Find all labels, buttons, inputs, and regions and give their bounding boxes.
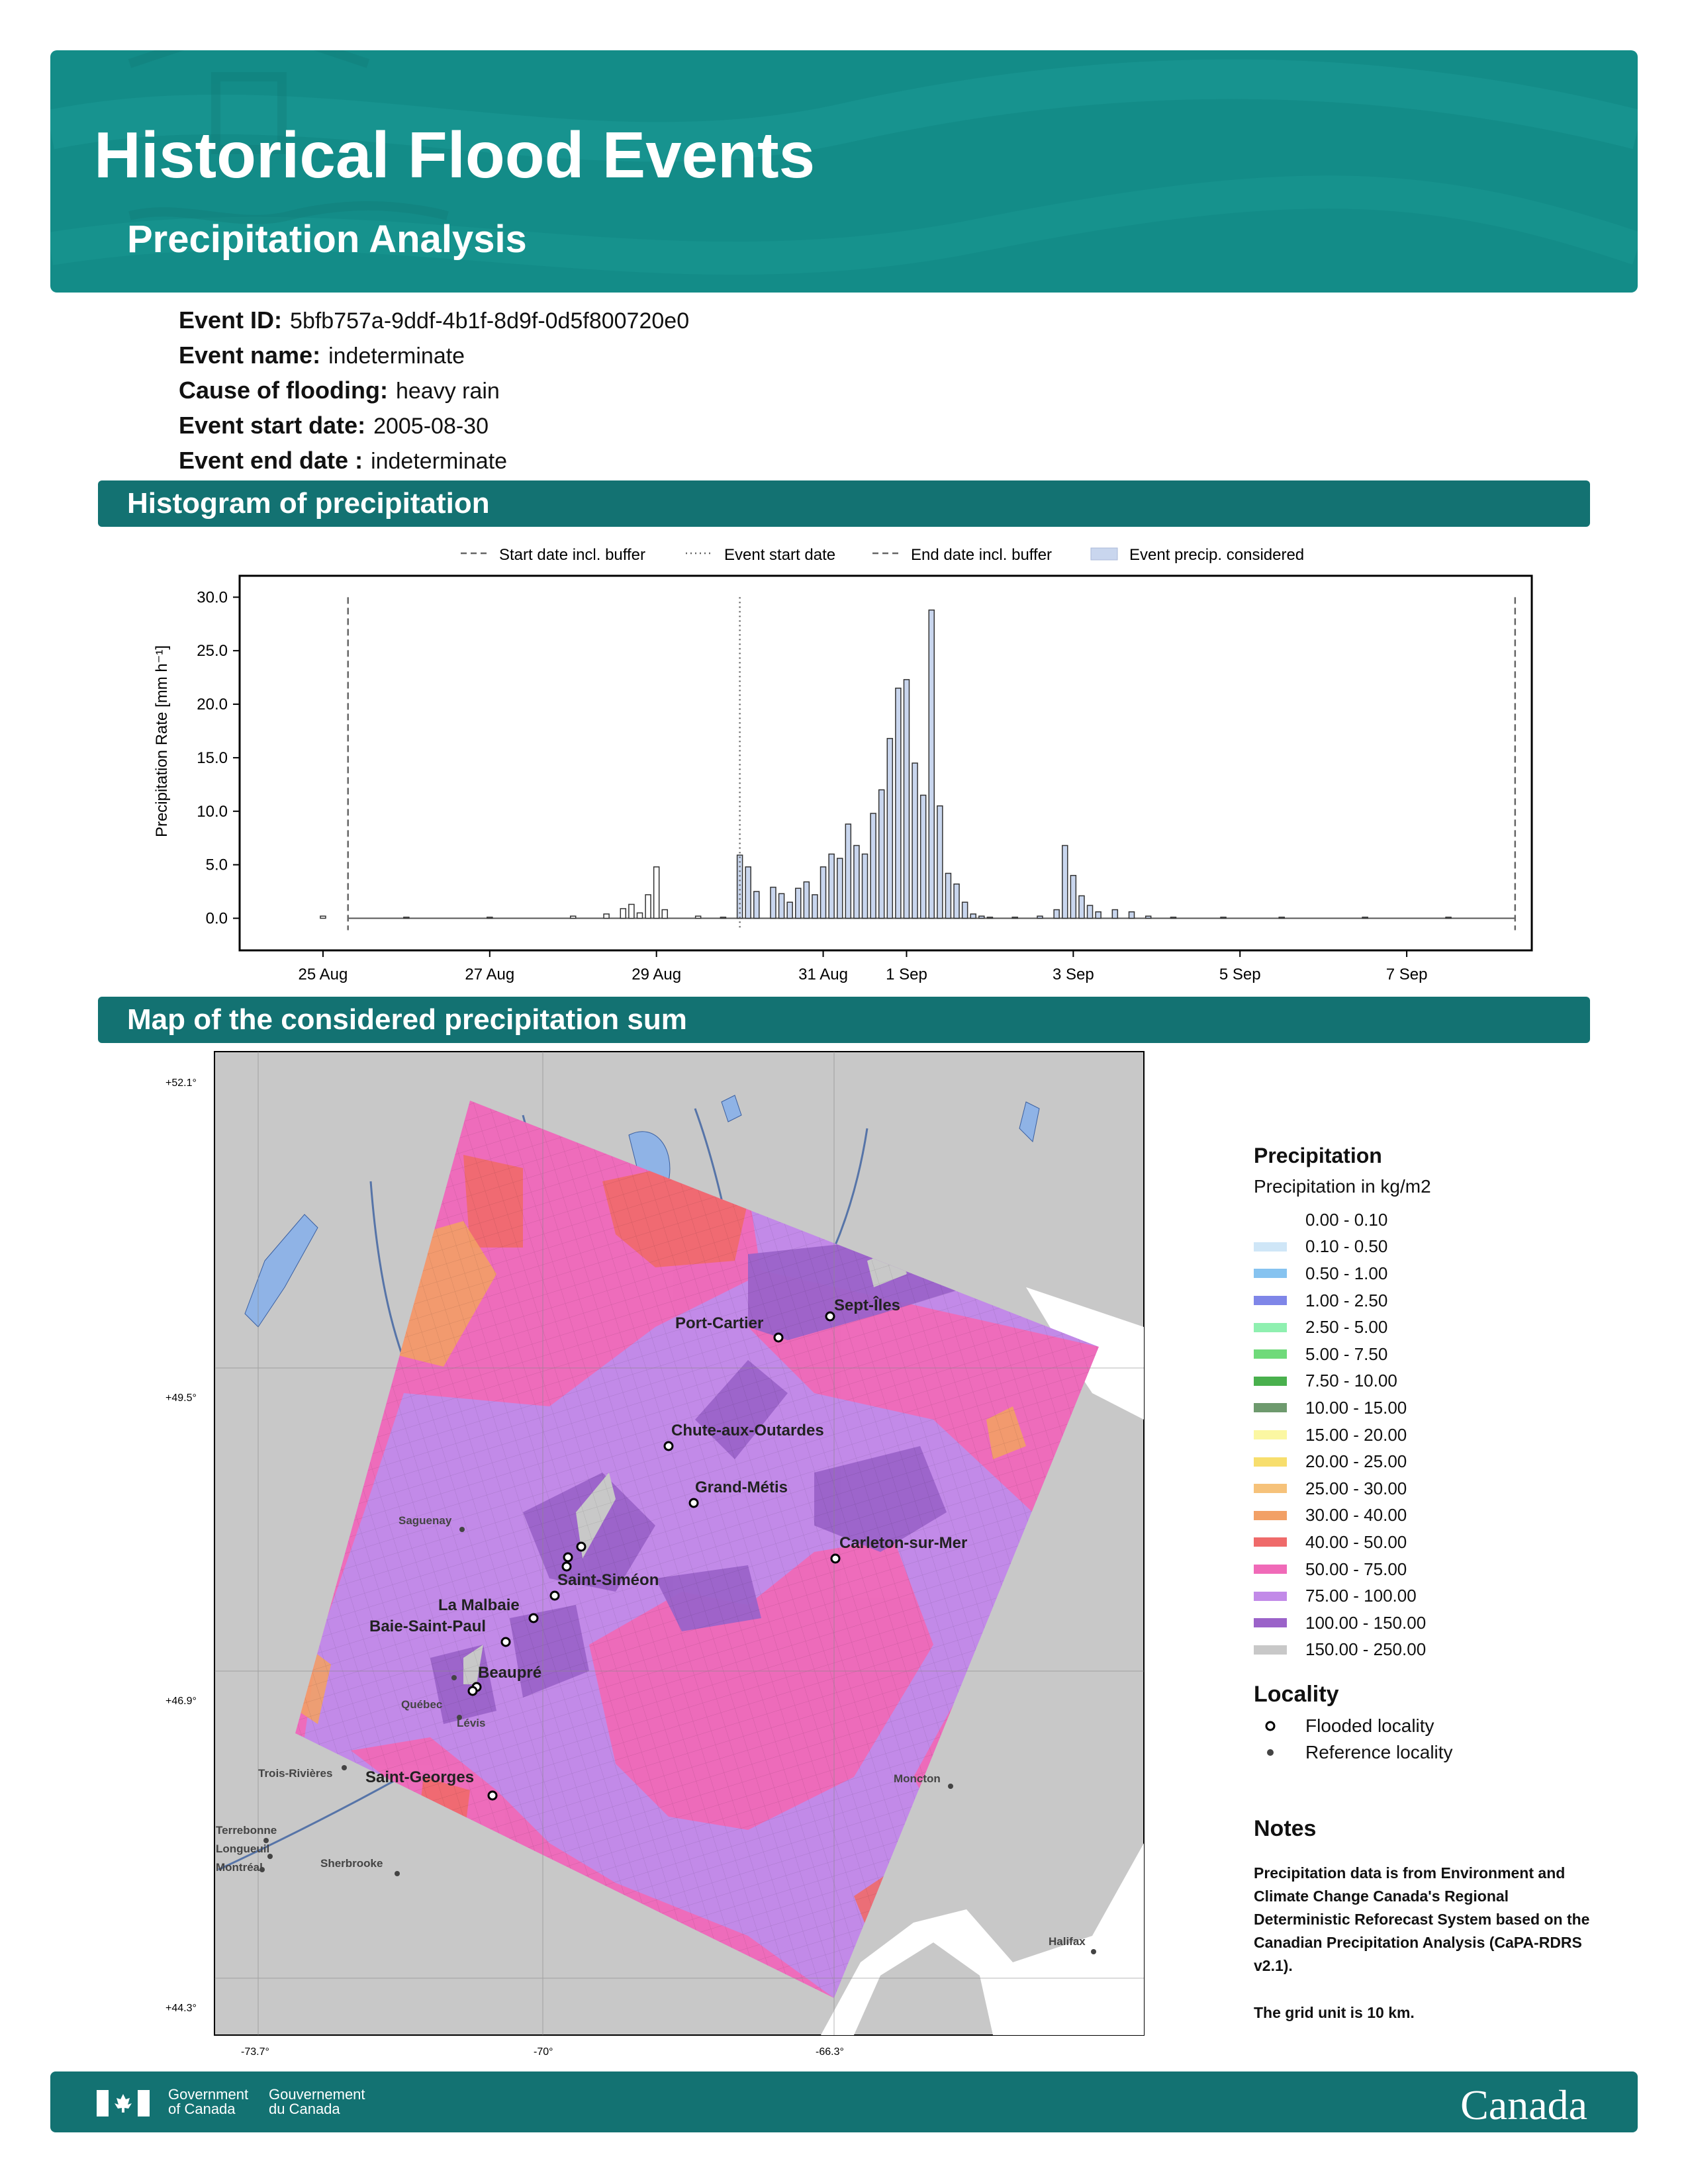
legend-color-swatch (1254, 1484, 1287, 1493)
flooded-locality-marker (502, 1638, 510, 1646)
legend-items (1254, 1206, 1624, 1663)
locality-label: Port-Cartier (675, 1314, 764, 1332)
legend-color-swatch (1254, 1537, 1287, 1547)
event-metadata (179, 303, 689, 478)
legend-item (1254, 1287, 1624, 1314)
histogram-bar (620, 909, 626, 919)
flooded-locality-marker (690, 1499, 698, 1507)
legend-item (1254, 1368, 1624, 1395)
histogram-bar (696, 916, 701, 918)
histogram-bar (887, 739, 892, 919)
notes-title: Notes (1254, 1816, 1317, 1841)
legend-reference-label: Reference locality (1305, 1742, 1453, 1763)
page-subtitle: Precipitation Analysis (127, 218, 527, 261)
legend-item (1254, 1610, 1624, 1637)
flooded-locality-marker (489, 1792, 496, 1799)
gov-en-line: of Canada (168, 2101, 236, 2117)
histogram-bar (571, 916, 576, 918)
legend-end-buffer-label: End date incl. buffer (911, 546, 1053, 564)
histogram-bar (787, 902, 792, 918)
legend-color-swatch (1254, 1430, 1287, 1439)
legend-event-precip-swatch (1091, 548, 1117, 560)
histogram-bar (987, 917, 992, 919)
histogram-bar (654, 867, 659, 919)
y-tick-label: 0.0 (205, 909, 228, 928)
histogram-bar (771, 887, 776, 919)
notes (1254, 1816, 1598, 2048)
legend-color-swatch (1254, 1296, 1287, 1305)
gov-fr-line: du Canada (269, 2101, 340, 2117)
histogram-bar (829, 854, 834, 918)
histogram-bar (896, 688, 901, 919)
legend-item (1254, 1314, 1624, 1341)
histogram-bar (804, 882, 809, 919)
legend-item (1254, 1556, 1624, 1583)
legend-color-swatch (1254, 1457, 1287, 1467)
histogram-bar (821, 867, 826, 919)
lat-label: +46.9° (165, 1696, 197, 1707)
y-tick-label: 15.0 (197, 749, 228, 767)
legend-color-swatch (1254, 1645, 1287, 1655)
histogram-bar (1446, 917, 1451, 919)
locality-label: Trois-Rivières (258, 1767, 333, 1780)
event-start-row (179, 408, 689, 443)
x-tick-label: 5 Sep (1219, 966, 1261, 983)
legend-flooded-item (1254, 1713, 1624, 1739)
section-map-heading: Map of the considered precipitation sum (98, 997, 1590, 1043)
legend-item-label: 0.00 - 0.10 (1305, 1209, 1388, 1230)
histogram-bar (912, 763, 917, 918)
page-title: Historical Flood Events (94, 118, 816, 191)
legend-item-label: 50.00 - 75.00 (1305, 1559, 1407, 1579)
event-start-label: Event start date: (179, 412, 366, 439)
precipitation-histogram (132, 543, 1556, 993)
reference-locality-marker (451, 1675, 457, 1680)
histogram-bar (1062, 846, 1068, 919)
locality-label: Sept-Îles (834, 1297, 901, 1314)
legend-color-swatch (1254, 1215, 1287, 1224)
x-tick-label: 27 Aug (465, 966, 515, 983)
histogram-bar (1362, 917, 1368, 919)
y-tick-label: 20.0 (197, 696, 228, 714)
legend-title: Precipitation (1254, 1144, 1382, 1167)
legend-item-label: 10.00 - 15.00 (1305, 1397, 1407, 1418)
locality-label: La Malbaie (438, 1596, 520, 1614)
x-tick-label: 29 Aug (632, 966, 682, 983)
y-tick-label: 30.0 (197, 588, 228, 607)
histogram-bar (1012, 917, 1017, 919)
plot-frame (240, 576, 1532, 950)
legend-item-label: 100.00 - 150.00 (1305, 1612, 1427, 1633)
legend-item-label: 40.00 - 50.00 (1305, 1531, 1407, 1552)
flooded-locality-marker (665, 1442, 673, 1450)
legend-item-label: 150.00 - 250.00 (1305, 1639, 1427, 1660)
histogram-bar (779, 893, 784, 918)
legend-item (1254, 1475, 1624, 1502)
locality-label: Lévis (457, 1717, 486, 1729)
histogram-bar (863, 854, 868, 918)
histogram-bar (629, 904, 634, 918)
y-axis-label: Precipitation Rate [mm h⁻¹] (153, 645, 171, 838)
locality-label: Longueuil (216, 1843, 270, 1855)
legend-item (1254, 1582, 1624, 1610)
flooded-locality-marker (826, 1312, 834, 1320)
y-tick-label: 5.0 (205, 856, 228, 874)
x-tick-label: 25 Aug (298, 966, 348, 983)
legend-item-label: 75.00 - 100.00 (1305, 1586, 1417, 1606)
gov-fr (269, 2087, 365, 2116)
legend-event-precip-label: Event precip. considered (1129, 546, 1305, 564)
histogram-bar (1070, 876, 1076, 919)
legend-item-label: 25.00 - 30.00 (1305, 1478, 1407, 1498)
histogram-bar (837, 858, 843, 919)
legend-item (1254, 1502, 1624, 1529)
event-cause-label: Cause of flooding: (179, 377, 388, 404)
histogram-bar (1129, 912, 1135, 919)
histogram-bar (1054, 910, 1059, 919)
reference-locality-marker (395, 1871, 400, 1876)
legend-item (1254, 1394, 1624, 1422)
histogram-bar (979, 916, 984, 918)
legend-event-start-label: Event start date (724, 546, 836, 564)
legend-item-label: 7.50 - 10.00 (1305, 1371, 1397, 1391)
event-start-value: 2005-08-30 (373, 414, 489, 439)
legend-color-swatch (1254, 1323, 1287, 1332)
legend-item-label: 15.00 - 20.00 (1305, 1424, 1407, 1445)
footer (50, 2071, 1638, 2132)
section-histogram-heading: Histogram of precipitation (98, 480, 1590, 527)
legend-start-buffer-label: Start date incl. buffer (499, 546, 646, 564)
histogram-bar (487, 917, 492, 919)
reference-locality-marker (459, 1527, 465, 1532)
flooded-locality-marker (774, 1334, 782, 1342)
locality-label: Halifax (1049, 1935, 1086, 1948)
flooded-locality-marker (564, 1553, 572, 1561)
histogram-bar (812, 895, 818, 919)
histogram-bar (879, 790, 884, 918)
legend-color-swatch (1254, 1511, 1287, 1520)
legend-item-label: 0.10 - 0.50 (1305, 1236, 1388, 1257)
legend-color-swatch (1254, 1349, 1287, 1359)
event-name-label: Event name: (179, 341, 321, 369)
locality-label: Beaupré (478, 1664, 542, 1682)
x-tick-label: 31 Aug (798, 966, 848, 983)
lat-label: +49.5° (165, 1392, 197, 1404)
gov-fr-line: Gouvernement (269, 2086, 365, 2103)
histogram-bar (637, 913, 642, 918)
histogram-bar (662, 910, 667, 919)
histogram-bar (970, 914, 976, 918)
locality-label: Sherbrooke (320, 1857, 383, 1870)
x-tick-label: 1 Sep (886, 966, 927, 983)
legend-subtitle: Precipitation in kg/m2 (1254, 1176, 1431, 1197)
histogram-bar (904, 680, 909, 919)
locality-label: Grand-Métis (695, 1479, 788, 1496)
event-end-label: Event end date : (179, 447, 363, 474)
canada-flag-icon (97, 2090, 150, 2116)
legend-item (1254, 1422, 1624, 1449)
legend-item-label: 30.00 - 40.00 (1305, 1505, 1407, 1525)
legend-color-swatch (1254, 1403, 1287, 1412)
histogram-bar (870, 813, 876, 918)
locality-label: Saint-Siméon (557, 1571, 659, 1589)
event-id-value: 5bfb757a-9ddf-4b1f-8d9f-0d5f800720e0 (290, 308, 690, 334)
locality-label: Chute-aux-Outardes (671, 1422, 824, 1439)
flooded-locality-marker (563, 1563, 571, 1570)
legend-item-label: 20.00 - 25.00 (1305, 1451, 1407, 1472)
legend-color-swatch (1254, 1242, 1287, 1251)
histogram-bar (929, 610, 934, 919)
flooded-locality-icon (1264, 1719, 1277, 1733)
event-cause-row (179, 373, 689, 408)
legend-item (1254, 1637, 1624, 1664)
header-banner (50, 50, 1638, 293)
histogram-bar (854, 846, 859, 919)
locality-label: Québec (401, 1698, 443, 1711)
event-name-row (179, 338, 689, 373)
lon-label: -73.7° (241, 2046, 269, 2058)
event-end-value: indeterminate (371, 449, 508, 474)
legend-item (1254, 1206, 1624, 1234)
histogram-bar (1112, 910, 1117, 919)
y-axis (197, 588, 240, 927)
legend-item (1254, 1448, 1624, 1475)
legend-item-label: 2.50 - 5.00 (1305, 1317, 1388, 1338)
legend-color-swatch (1254, 1592, 1287, 1601)
histogram-bar (1146, 916, 1151, 918)
histogram-bar (962, 902, 968, 918)
event-end-row (179, 443, 689, 478)
legend-color-swatch (1254, 1269, 1287, 1278)
histogram-bar (754, 891, 759, 918)
locality-label: Carleton-sur-Mer (839, 1534, 968, 1552)
locality-label: Saint-Georges (365, 1768, 475, 1786)
reference-locality-marker (342, 1765, 347, 1770)
histogram-bar (1096, 912, 1101, 919)
locality-label: Montréal (216, 1861, 263, 1874)
canada-wordmark: Canada (1460, 2081, 1587, 2128)
locality-label: Saguenay (399, 1514, 452, 1527)
event-cause-value: heavy rain (395, 379, 500, 404)
legend-flooded-label: Flooded locality (1305, 1715, 1434, 1737)
legend-item (1254, 1260, 1624, 1287)
histogram-bar (937, 806, 943, 919)
legend-item (1254, 1529, 1624, 1556)
histogram-bar (1221, 917, 1226, 919)
flooded-locality-marker (577, 1543, 585, 1551)
map-legend (1254, 1144, 1624, 1766)
lon-label: -70° (534, 2046, 553, 2058)
gov-en-line: Government (168, 2086, 249, 2103)
histogram-bar (404, 917, 409, 919)
histogram-bar (604, 914, 609, 918)
precipitation-map (152, 1049, 1172, 2068)
lat-label: +52.1° (165, 1077, 197, 1089)
legend-color-swatch (1254, 1377, 1287, 1386)
notes-text: Precipitation data is from Environment and Climate Change Canada's Regional Deterministic Reforecast System based on the Canadian Precipitation Analysis (CaPA-RDRS v2.1). (1254, 1864, 1590, 1974)
flooded-locality-marker (530, 1614, 538, 1622)
event-id-row (179, 303, 689, 338)
notes-text: The grid unit is 10 km. (1254, 2004, 1415, 2021)
flooded-locality-marker (551, 1592, 559, 1600)
histogram-bar (921, 796, 926, 919)
legend-item-label: 0.50 - 1.00 (1305, 1263, 1388, 1283)
histogram-bar (1079, 896, 1084, 919)
histogram-bar (1279, 917, 1284, 919)
histogram-bar (1088, 905, 1093, 918)
gov-en (168, 2087, 248, 2116)
locality-label: Moncton (894, 1772, 941, 1785)
histogram-bar (320, 916, 326, 918)
legend-item-label: 1.00 - 2.50 (1305, 1290, 1388, 1310)
histogram-bar (1170, 917, 1176, 919)
lon-label: -66.3° (816, 2046, 844, 2058)
histogram-bar (720, 917, 726, 919)
locality-label: Terrebonne (216, 1824, 277, 1837)
legend-reference-item (1254, 1739, 1624, 1766)
event-name-value: indeterminate (328, 343, 465, 369)
flooded-locality-marker (831, 1555, 839, 1563)
legend-item (1254, 1341, 1624, 1368)
histogram-bar (945, 874, 951, 919)
y-tick-label: 25.0 (197, 642, 228, 660)
flooded-locality-marker (469, 1687, 477, 1695)
histogram-bar (796, 888, 801, 918)
locality-label: Baie-Saint-Paul (369, 1617, 487, 1635)
reference-locality-marker (1091, 1949, 1096, 1954)
histogram-bar (954, 884, 959, 919)
reference-locality-marker (948, 1784, 953, 1789)
legend-color-swatch (1254, 1565, 1287, 1574)
chart-legend (461, 546, 1304, 564)
legend-item (1254, 1234, 1624, 1261)
histogram-bar (645, 895, 651, 919)
x-axis (299, 950, 1428, 983)
lat-label: +44.3° (165, 2003, 197, 2014)
histogram-bar (1037, 916, 1043, 918)
x-tick-label: 7 Sep (1385, 966, 1428, 983)
y-tick-label: 10.0 (197, 802, 228, 821)
legend-color-swatch (1254, 1618, 1287, 1627)
event-id-label: Event ID: (179, 306, 283, 334)
locality-legend-title: Locality (1254, 1682, 1339, 1707)
x-tick-label: 3 Sep (1052, 966, 1094, 983)
reference-locality-icon (1264, 1746, 1277, 1759)
legend-item-label: 5.00 - 7.50 (1305, 1343, 1388, 1364)
histogram-bar (745, 867, 751, 919)
histogram-bar (845, 824, 851, 918)
